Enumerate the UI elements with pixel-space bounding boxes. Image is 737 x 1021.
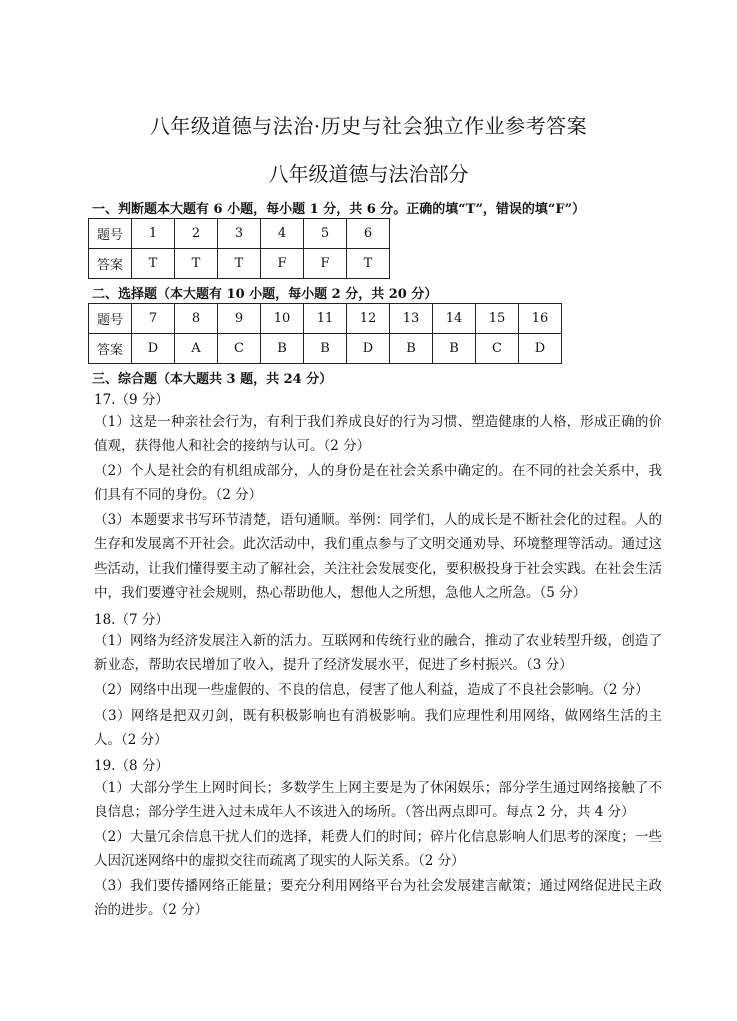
row-label: 题号 (89, 304, 132, 334)
question-number: 8 (175, 304, 218, 334)
answer-cell: D (519, 334, 562, 364)
question-18-answer-2: （2）网络中出现一些虚假的、不良的信息，侵害了他人利益，造成了不良社会影响。（2 分） (94, 682, 649, 698)
question-number: 12 (347, 304, 390, 334)
question-19-answer-2: （2）大量冗余信息干扰人们的选择，耗费人们的时间；碎片化信息影响人们思考的深度；一些人因沉迷网络中的虚拟交往而疏离了现实的人际关系。（2 分） (94, 829, 662, 870)
question-19-answer-1: （1）大部分学生上网时间长；多数学生上网主要是为了休闲娱乐；部分学生通过网络接触了不良信息；部分学生进入过未成年人不该进入的场所。（答出两点即可。每点 2 分，共 4 分） (94, 780, 662, 821)
question-number: 7 (132, 304, 175, 334)
row-label: 答案 (89, 249, 132, 279)
question-18-answer-3: （3）网络是把双刃剑，既有积极影响也有消极影响。我们应理性利用网络，做网络生活的主人。（2 分） (94, 708, 662, 749)
answer-cell: T (347, 249, 390, 279)
question-17-answer-1: （1）这是一种亲社会行为，有利于我们养成良好的行为习惯、塑造健康的人格，形成正确的价值观，获得他人和社会的接纳与认可。（2 分） (94, 414, 662, 455)
section3-heading: 三、综合题（本大题共 3 题，共 24 分） (92, 372, 333, 387)
true-false-answer-table (88, 218, 390, 279)
question-18-heading: 18.（7 分） (94, 612, 169, 628)
question-number: 16 (519, 304, 562, 334)
answer-cell: C (476, 334, 519, 364)
question-number: 9 (218, 304, 261, 334)
answer-cell: D (132, 334, 175, 364)
answer-cell: A (175, 334, 218, 364)
question-17-answer-3: （3）本题要求书写环节清楚，语句通顺。举例：同学们，人的成长是不断社会化的过程。人的生存和发展离不开社会。此次活动中，我们重点参与了文明交通劝导、环境整理等活动。通过这些活动，让我们懂得要主动了解社会，关注社会发展变化，要积极投身于社会实践。在社会生活中，我们要遵守社会规则，热心帮助他人，想他人之所想，急他人之所急。（5 分） (94, 512, 662, 602)
answer-cell: B (261, 334, 304, 364)
answer-cell: F (304, 249, 347, 279)
row-label: 答案 (89, 334, 132, 364)
answer-cell: D (347, 334, 390, 364)
question-number: 10 (261, 304, 304, 334)
table-row (89, 304, 562, 334)
answer-cell: T (218, 249, 261, 279)
section2-heading: 二、选择题（本大题有 10 小题，每小题 2 分，共 20 分） (92, 287, 438, 302)
question-number: 4 (261, 219, 304, 249)
table-row (89, 249, 390, 279)
row-label: 题号 (89, 219, 132, 249)
question-number: 2 (175, 219, 218, 249)
question-number: 15 (476, 304, 519, 334)
multiple-choice-answer-table (88, 303, 562, 364)
answer-cell: B (433, 334, 476, 364)
table-row (89, 334, 562, 364)
question-19-answer-3: （3）我们要传播网络正能量；要充分利用网络平台为社会发展建言献策；通过网络促进民主政治的进步。（2 分） (94, 878, 662, 919)
answer-cell: B (390, 334, 433, 364)
section-subtitle: 八年级道德与法治部分 (268, 162, 469, 186)
page-title: 八年级道德与法治·历史与社会独立作业参考答案 (149, 114, 588, 138)
question-number: 5 (304, 219, 347, 249)
question-19-heading: 19.（8 分） (94, 758, 169, 774)
section1-heading: 一、判断题本大题有 6 小题，每小题 1 分，共 6 分。正确的填“T”，错误的填“F”） (92, 202, 586, 217)
answer-cell: F (261, 249, 304, 279)
question-number: 1 (132, 219, 175, 249)
answer-cell: T (132, 249, 175, 279)
table-row (89, 219, 390, 249)
question-number: 11 (304, 304, 347, 334)
question-number: 6 (347, 219, 390, 249)
question-17-heading: 17.（9 分） (94, 392, 169, 408)
answer-cell: C (218, 334, 261, 364)
question-number: 14 (433, 304, 476, 334)
answer-cell: B (304, 334, 347, 364)
question-number: 3 (218, 219, 261, 249)
answer-cell: T (175, 249, 218, 279)
question-number: 13 (390, 304, 433, 334)
question-18-answer-1: （1）网络为经济发展注入新的活力。互联网和传统行业的融合，推动了农业转型升级，创造了新业态，帮助农民增加了收入，提升了经济发展水平，促进了乡村振兴。（3 分） (94, 633, 662, 674)
question-17-answer-2: （2）个人是社会的有机组成部分，人的身份是在社会关系中确定的。在不同的社会关系中，我们具有不同的身份。（2 分） (94, 463, 662, 504)
